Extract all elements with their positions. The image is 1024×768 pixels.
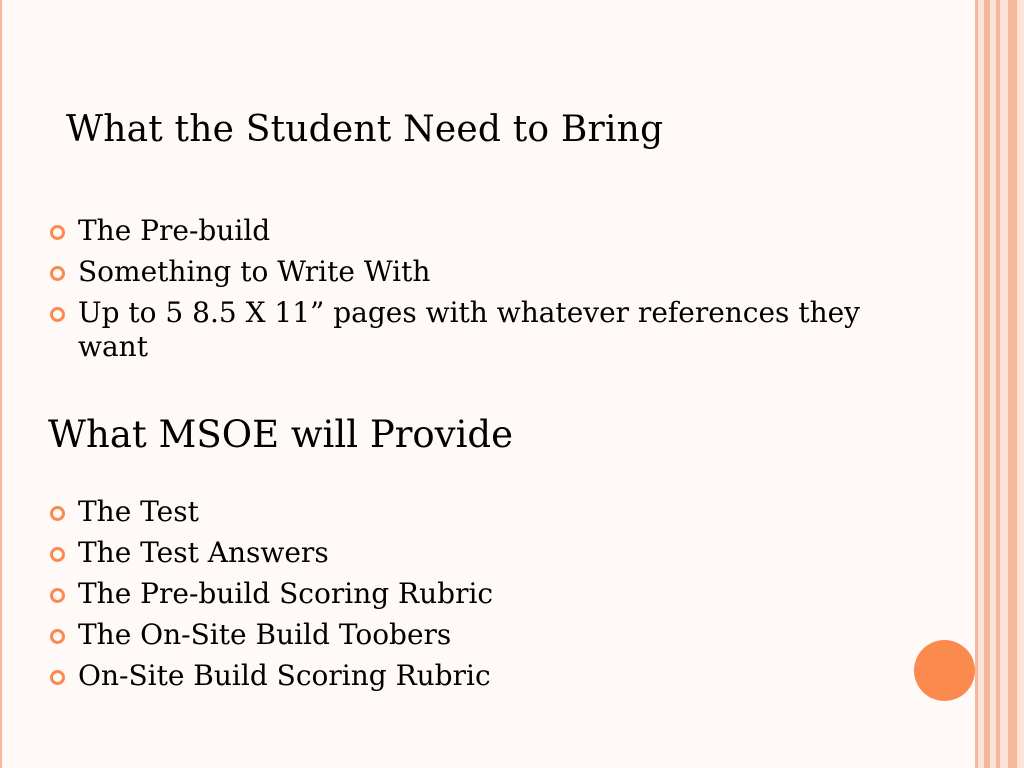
ring-bullet-icon: [50, 588, 65, 603]
list-item-text: On-Site Build Scoring Rubric: [78, 659, 491, 692]
ring-bullet-icon: [50, 266, 65, 281]
ring-bullet-icon: [50, 307, 65, 322]
list-item-text: The Test: [78, 495, 199, 528]
ring-bullet-icon: [50, 670, 65, 685]
section-heading-provide: What MSOE will Provide: [48, 413, 513, 456]
section-heading-bring: What the Student Need to Bring: [66, 109, 664, 150]
list-item-text: Up to 5 8.5 X 11” pages with whatever references they want: [78, 296, 861, 363]
ring-bullet-icon: [50, 547, 65, 562]
decorative-stripes: [975, 0, 1024, 768]
ring-bullet-icon: [50, 225, 65, 240]
list-item: [48, 536, 868, 570]
list-item-text: The Pre-build Scoring Rubric: [78, 577, 494, 610]
list-item: [48, 296, 868, 364]
list-item: [48, 618, 868, 652]
list-item-text: Something to Write With: [78, 255, 431, 288]
list-item-text: The Pre-build: [78, 214, 271, 247]
ring-bullet-icon: [50, 506, 65, 521]
orange-circle-icon: [914, 640, 975, 701]
list-item-text: The Test Answers: [78, 536, 329, 569]
list-item: [48, 214, 868, 248]
list-item: [48, 495, 868, 529]
list-item: [48, 659, 868, 693]
stripe: [975, 0, 978, 768]
list-item: [48, 577, 868, 611]
stripe: [984, 0, 990, 768]
stripe: [1008, 0, 1017, 768]
list-item: [48, 255, 868, 289]
bring-list: [48, 214, 868, 371]
ring-bullet-icon: [50, 629, 65, 644]
stripe: [996, 0, 1000, 768]
provide-list: [48, 495, 868, 700]
list-item-text: The On-Site Build Toobers: [78, 618, 452, 651]
